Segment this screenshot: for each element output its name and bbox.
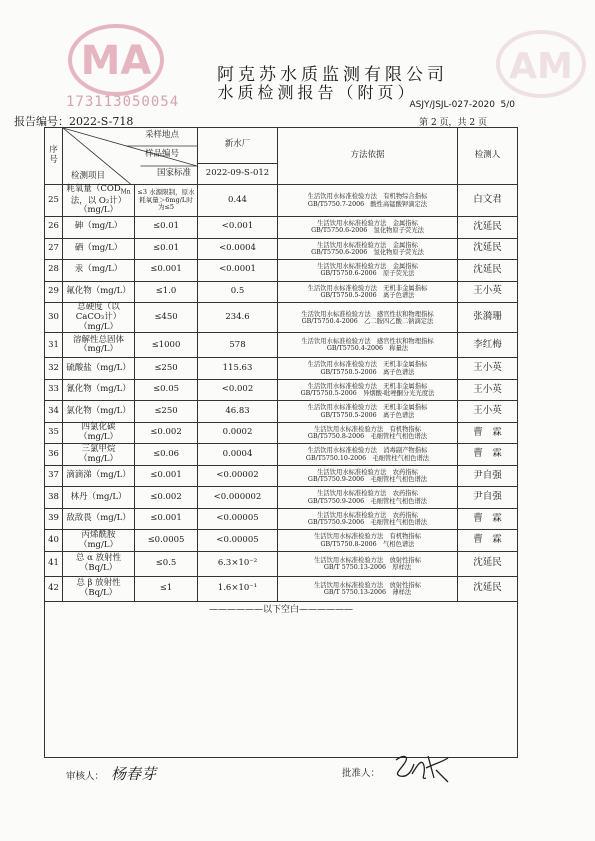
tester-text: 沈延民 — [473, 242, 502, 254]
result-text: <0.00005 — [216, 534, 259, 545]
standard-cell — [135, 238, 198, 260]
header-diagonal-cell — [63, 128, 198, 185]
method-line-2: GB/T5750.7-2006 酸性高锰酸钾滴定法 — [307, 200, 428, 208]
item-cell — [63, 508, 135, 530]
reviewer-label: 审核人： — [66, 771, 105, 782]
row-number-text: 41 — [48, 558, 59, 569]
row-number — [45, 576, 63, 601]
item-text: 滴滴涕（mg/L） — [66, 470, 131, 481]
result-cell — [198, 401, 278, 423]
header-item-label: 检测项目 — [71, 171, 106, 181]
result-text: <0.00002 — [216, 470, 259, 481]
item-text: 氟化物（mg/L） — [66, 285, 131, 296]
table-row — [45, 508, 518, 530]
standard-text: ≤1000 — [151, 339, 181, 350]
item-cell — [63, 576, 135, 601]
method-line-1: 生活饮用水标准检验方法 放射性指标 — [313, 556, 422, 564]
tester-text: 张漪珊 — [473, 311, 502, 323]
result-text: 0.0004 — [222, 448, 253, 459]
tester-text: 曹 霖 — [473, 448, 502, 460]
row-number-text: 38 — [48, 491, 59, 502]
tester-text: 曹 霖 — [473, 512, 502, 524]
item-text: 氰化物（mg/L） — [66, 384, 131, 395]
method-line-2: GB/T5750.5-2006 异烟酸-吡唑酮分光光度法 — [300, 390, 435, 398]
method-line-1: 生活饮用水标准检验方法 有机物综合指标 — [307, 193, 428, 201]
method-line-2: GB/T 5750.13-2006 厚样法 — [323, 563, 412, 571]
tester-text: 曹 霖 — [473, 534, 502, 546]
result-text: <0.001 — [221, 221, 254, 232]
method-line-1: 生活饮用水标准检验方法 金属指标 — [317, 241, 418, 249]
row-number — [45, 401, 63, 423]
result-cell — [198, 465, 278, 487]
tester-cell — [458, 422, 518, 444]
tester-cell — [458, 333, 518, 358]
table-row — [45, 487, 518, 509]
method-cell — [278, 401, 458, 423]
tester-text: 沈延民 — [473, 557, 502, 569]
approver — [342, 765, 380, 779]
reviewer — [66, 763, 156, 784]
result-text: 6.3×10⁻² — [217, 558, 258, 569]
tester-text: 李红梅 — [473, 338, 502, 350]
header-method: 方法依据 — [278, 128, 458, 185]
standard-text: ≤250 — [154, 362, 178, 373]
approver-signature — [390, 748, 452, 786]
row-number-text: 31 — [48, 339, 59, 350]
standard-text: ≤1.0 — [155, 285, 177, 296]
result-text: 46.83 — [225, 405, 250, 416]
method-line-1: 生活饮用水标准检验方法 金属指标 — [317, 220, 418, 228]
table-row — [45, 217, 518, 239]
tester-cell — [458, 260, 518, 282]
table-row — [45, 260, 518, 282]
method-cell — [278, 444, 458, 466]
row-number-text: 28 — [48, 264, 59, 275]
standard-text: ≤0.002 — [150, 491, 182, 502]
doc-version: 5/0 — [500, 100, 515, 110]
header-seq: 序号 — [45, 128, 63, 185]
result-text: <0.00005 — [216, 513, 259, 524]
tester-cell — [458, 530, 518, 552]
result-text: 1.6×10⁻¹ — [217, 583, 258, 594]
header-standard-label: 国家标准 — [156, 168, 191, 178]
method-line-2: GB/T5750.9-2006 毛细管柱气相色谱法 — [307, 476, 428, 484]
result-cell — [198, 238, 278, 260]
method-cell — [278, 260, 458, 282]
item-cell — [63, 465, 135, 487]
method-cell — [278, 358, 458, 380]
standard-text: ≤0.001 — [150, 264, 182, 275]
method-cell — [278, 551, 458, 576]
item-text: 硫酸盐（mg/L） — [66, 362, 131, 373]
standard-text: ≤0.01 — [152, 221, 180, 232]
method-cell — [278, 422, 458, 444]
method-cell — [278, 238, 458, 260]
result-text: 234.6 — [225, 311, 250, 322]
method-line-2: GB/T5750.8-2006 毛细管柱气相色谱法 — [307, 433, 428, 441]
result-text: 115.63 — [222, 362, 253, 373]
table-row — [45, 530, 518, 552]
item-cell — [63, 333, 135, 358]
result-text: <0.002 — [221, 384, 254, 395]
item-text: 三氯甲烷（mg/L） — [78, 443, 118, 464]
tester-text: 沈延民 — [473, 220, 502, 232]
standard-text: ≤0.001 — [150, 470, 182, 481]
method-line-1: 生活饮用水标准检验方法 无机非金属指标 — [307, 361, 428, 369]
result-cell — [198, 508, 278, 530]
tester-cell — [458, 465, 518, 487]
tester-text: 王小英 — [473, 285, 502, 297]
standard-cell — [135, 379, 198, 401]
standard-text: ≤0.01 — [152, 242, 180, 253]
table-row — [45, 281, 518, 303]
standard-text: ≤0.002 — [150, 427, 182, 438]
table-row — [45, 465, 518, 487]
result-cell — [198, 303, 278, 333]
standard-text: ≤0.0005 — [147, 534, 185, 545]
standard-cell — [135, 487, 198, 509]
row-number-text: 35 — [48, 427, 59, 438]
item-cell — [63, 422, 135, 444]
standard-text: ≤450 — [154, 311, 178, 322]
result-text: 578 — [229, 339, 246, 350]
method-line-2: GB/T5750.4-2006 乙二胺四乙酸二钠滴定法 — [301, 317, 434, 325]
row-number-text: 26 — [48, 221, 59, 232]
table-row — [45, 444, 518, 466]
row-number — [45, 185, 63, 217]
method-line-2: GB/T5750.10-2006 毛细管柱气相色谱法 — [305, 454, 430, 462]
row-number — [45, 358, 63, 380]
method-line-2: GB/T5750.5-2006 离子色谱法 — [320, 411, 415, 419]
standard-cell — [135, 465, 198, 487]
method-cell — [278, 185, 458, 217]
method-line-1: 生活饮用水标准检验方法 金属指标 — [317, 263, 418, 271]
method-cell — [278, 530, 458, 552]
row-number-text: 42 — [48, 583, 59, 594]
report-title: 水质检测报告（附页） — [217, 83, 418, 102]
method-line-2: GB/T5750.6-2006 氢化物原子荧光法 — [311, 248, 424, 256]
row-number-text: 29 — [48, 285, 59, 296]
result-cell — [198, 281, 278, 303]
item-text: 四氯化碳（mg/L） — [78, 422, 118, 443]
tester-text: 沈延民 — [473, 582, 502, 594]
method-cell — [278, 217, 458, 239]
tester-text: 白文君 — [473, 194, 502, 206]
tester-text: 王小英 — [473, 383, 502, 395]
tester-text: 王小英 — [473, 362, 502, 374]
item-text: 敌敌畏（mg/L） — [66, 513, 131, 524]
tester-cell — [458, 238, 518, 260]
standard-cell — [135, 217, 198, 239]
result-cell — [198, 217, 278, 239]
header-sample-no: 2022-09-S-012 — [198, 163, 278, 184]
item-text: 林丹（mg/L） — [70, 491, 127, 502]
row-number — [45, 508, 63, 530]
method-line-1: 生活饮用水标准检验方法 无机非金属指标 — [307, 404, 428, 412]
header-tester: 检测人 — [458, 128, 518, 185]
tester-text: 沈延民 — [473, 263, 502, 275]
method-cell — [278, 508, 458, 530]
method-line-1: 生活饮用水标准检验方法 无机非金属指标 — [307, 284, 428, 292]
result-text: 0.0002 — [222, 427, 253, 438]
method-line-2: GB/T5750.9-2006 毛细管柱气相色谱法 — [307, 519, 428, 527]
result-text: 0.44 — [228, 194, 247, 205]
method-line-1: 生活饮用水标准检验方法 农药指标 — [317, 490, 418, 498]
table-row — [45, 576, 518, 601]
standard-text: ≤0.5 — [155, 558, 177, 569]
row-number-text: 27 — [48, 242, 59, 253]
company-name: 阿克苏水质监测有限公司 — [217, 65, 448, 85]
row-number — [45, 303, 63, 333]
header-sample-label: 样品编号 — [144, 149, 179, 159]
tester-text: 尹自强 — [473, 491, 502, 503]
method-line-1: 生活饮用水标准检验方法 有机物指标 — [313, 425, 422, 433]
blank-area — [45, 601, 518, 757]
item-text: 汞（mg/L） — [74, 264, 123, 275]
method-line-1: 生活饮用水标准检验方法 感官性状和物理指标 — [301, 310, 434, 318]
tester-cell — [458, 508, 518, 530]
standard-text: ≤0.06 — [152, 448, 180, 459]
standard-cell — [135, 576, 198, 601]
row-number — [45, 281, 63, 303]
tester-text: 尹自强 — [473, 469, 502, 481]
row-number-text: 34 — [48, 405, 59, 416]
stamp-code: 173113050054 — [66, 94, 180, 110]
method-cell — [278, 465, 458, 487]
standard-text: ≤0.001 — [150, 513, 182, 524]
doc-code: ASJY/JSJL-027-2020 — [409, 100, 495, 110]
row-number — [45, 465, 63, 487]
item-tail: 法，以 O₂计）（mg/L） — [70, 195, 127, 216]
blank-note: ——————以下空白—————— — [208, 604, 353, 615]
item-text: 耗氧量（COD — [66, 184, 121, 194]
tester-cell — [458, 185, 518, 217]
standard-text: ≤3 水源限制，原水耗氧量＞6mg/L时为≤5 — [137, 188, 195, 212]
row-number — [45, 551, 63, 576]
item-cell — [63, 487, 135, 509]
standard-cell — [135, 401, 198, 423]
item-text: 丙烯酰胺（mg/L） — [78, 529, 118, 550]
standard-cell — [135, 358, 198, 380]
item-cell — [63, 281, 135, 303]
result-text: <0.0001 — [219, 264, 256, 275]
method-line-2: GB/T5750.5-2006 离子色谱法 — [320, 291, 415, 299]
standard-cell — [135, 444, 198, 466]
item-cell — [63, 358, 135, 380]
result-text: <0.000002 — [213, 491, 262, 502]
method-line-1: 生活饮用水标准检验方法 有机物指标 — [313, 533, 422, 541]
table-row — [45, 379, 518, 401]
result-cell — [198, 333, 278, 358]
method-line-1: 生活饮用水标准检验方法 无机非金属指标 — [307, 382, 428, 390]
standard-cell — [135, 530, 198, 552]
method-cell — [278, 281, 458, 303]
header-site-name: 新水厂 — [198, 128, 278, 164]
method-cell — [278, 379, 458, 401]
result-cell — [198, 487, 278, 509]
method-line-2: GB/T5750.9-2006 毛细管柱气相色谱法 — [307, 497, 428, 505]
row-number-text: 32 — [48, 362, 59, 373]
row-number — [45, 444, 63, 466]
item-sub: Mn — [120, 188, 131, 196]
row-number — [45, 487, 63, 509]
standard-text: ≤1 — [159, 583, 173, 594]
item-text: 总 β 放射性（Bq/L） — [76, 578, 121, 598]
page-info: 第 2 页，共 2 页 — [419, 118, 487, 128]
item-text: 硒（mg/L） — [74, 242, 123, 253]
standard-cell — [135, 185, 198, 217]
table-row — [45, 401, 518, 423]
standard-cell — [135, 333, 198, 358]
report-number: 报告编号：2022-S-718 — [14, 115, 134, 128]
method-cell — [278, 576, 458, 601]
result-cell — [198, 185, 278, 217]
tester-text: 王小英 — [473, 405, 502, 417]
row-number-text: 36 — [48, 448, 59, 459]
reviewer-signature: 杨春芽 — [111, 765, 157, 783]
standard-cell — [135, 303, 198, 333]
tester-cell — [458, 379, 518, 401]
item-cell — [63, 238, 135, 260]
tester-cell — [458, 487, 518, 509]
tester-cell — [458, 551, 518, 576]
table-row — [45, 358, 518, 380]
item-cell — [63, 303, 135, 333]
result-cell — [198, 551, 278, 576]
item-cell — [63, 551, 135, 576]
item-cell — [63, 401, 135, 423]
standard-text: ≤250 — [154, 405, 178, 416]
method-line-2: GB/T5750.4-2006 称量法 — [326, 345, 409, 353]
row-number — [45, 217, 63, 239]
item-cell — [63, 379, 135, 401]
standard-cell — [135, 260, 198, 282]
standard-cell — [135, 281, 198, 303]
table-row — [45, 422, 518, 444]
tester-cell — [458, 401, 518, 423]
method-line-2: GB/T5750.6-2006 氢化物原子荧光法 — [311, 227, 424, 235]
method-cell — [278, 303, 458, 333]
method-line-2: GB/T5750.6-2006 原子荧光法 — [320, 270, 415, 278]
table-row — [45, 238, 518, 260]
method-line-1: 生活饮用水标准检验方法 放射性指标 — [313, 581, 422, 589]
item-cell — [63, 530, 135, 552]
row-number-text: 25 — [48, 194, 59, 205]
method-line-1: 生活饮用水标准检验方法 农药指标 — [317, 468, 418, 476]
item-text: 总 α 放射性（Bq/L） — [75, 553, 122, 573]
tester-cell — [458, 281, 518, 303]
result-text: <0.0004 — [219, 242, 256, 253]
standard-cell — [135, 508, 198, 530]
item-text: 氯化物（mg/L） — [66, 405, 131, 416]
item-cell — [63, 260, 135, 282]
tester-cell — [458, 358, 518, 380]
tester-cell — [458, 217, 518, 239]
result-cell — [198, 530, 278, 552]
result-cell — [198, 422, 278, 444]
method-line-2: GB/T5750.5-2006 离子色谱法 — [320, 368, 415, 376]
row-number — [45, 530, 63, 552]
row-number — [45, 422, 63, 444]
standard-text: ≤0.05 — [152, 384, 180, 395]
table-row — [45, 551, 518, 576]
result-text: 0.5 — [230, 285, 245, 296]
row-number — [45, 333, 63, 358]
row-number — [45, 238, 63, 260]
row-number — [45, 260, 63, 282]
results-table — [44, 127, 518, 758]
item-cell — [63, 444, 135, 466]
result-cell — [198, 379, 278, 401]
table-row — [45, 303, 518, 333]
method-line-1: 生活饮用水标准检验方法 消毒副产物指标 — [307, 447, 428, 455]
item-cell — [63, 185, 135, 217]
approver-label: 批准人： — [342, 768, 381, 779]
row-number-text: 39 — [48, 513, 59, 524]
method-cell — [278, 487, 458, 509]
tester-cell — [458, 576, 518, 601]
item-text: 砷（mg/L） — [74, 221, 123, 232]
method-line-2: GB/T5750.8-2006 气相色谱法 — [320, 540, 415, 548]
table-row — [45, 333, 518, 358]
tester-cell — [458, 303, 518, 333]
standard-cell — [135, 422, 198, 444]
method-line-1: 生活饮用水标准检验方法 农药指标 — [317, 511, 418, 519]
header-site-label: 采样地点 — [144, 130, 179, 140]
svg-text:AM: AM — [509, 46, 573, 87]
svg-text:MA: MA — [80, 38, 152, 84]
row-number-text: 40 — [48, 534, 59, 545]
item-cell — [63, 217, 135, 239]
row-number-text: 37 — [48, 470, 59, 481]
result-cell — [198, 444, 278, 466]
standard-cell — [135, 551, 198, 576]
tester-cell — [458, 444, 518, 466]
item-text: 总硬度（以 CaCO₃计）（mg/L） — [75, 302, 122, 332]
result-cell — [198, 358, 278, 380]
method-line-1: 生活饮用水标准检验方法 感官性状和物理指标 — [301, 338, 434, 346]
method-cell — [278, 333, 458, 358]
method-line-2: GB/T 5750.13-2006 薄样法 — [323, 588, 412, 596]
row-number-text: 30 — [48, 311, 59, 322]
row-number — [45, 379, 63, 401]
row-number-text: 33 — [48, 384, 59, 395]
result-cell — [198, 576, 278, 601]
result-cell — [198, 260, 278, 282]
item-text: 溶解性总固体（mg/L） — [72, 334, 124, 355]
tester-text: 曹 霖 — [473, 426, 502, 438]
table-row — [45, 185, 518, 217]
